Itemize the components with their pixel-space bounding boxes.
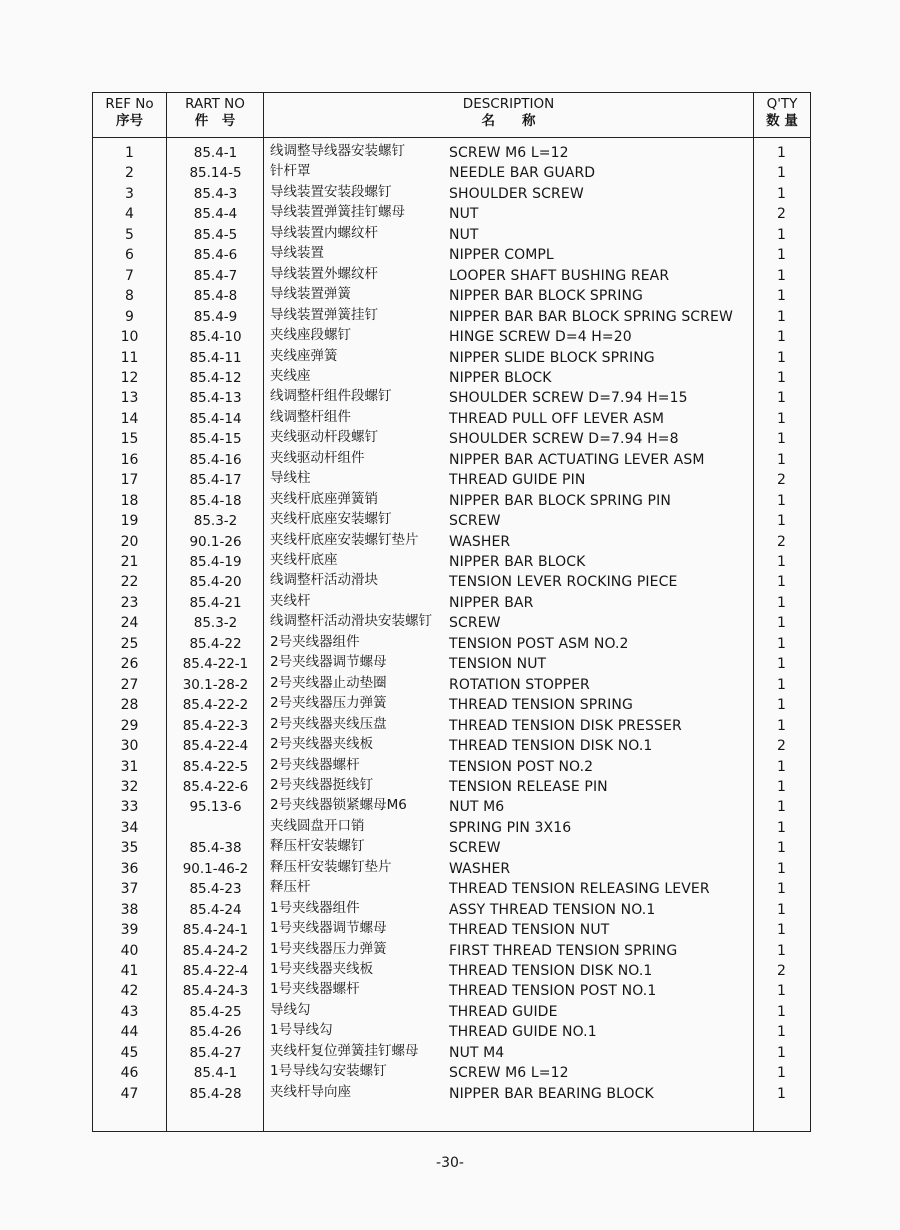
table-row [93,1043,810,1063]
part-no: 85.4-24-2 [182,942,249,959]
name-zh: 释压杆安装螺钉 [270,838,365,855]
part-no: 85.4-22 [189,635,242,652]
description-en: THREAD GUIDE NO.1 [449,1024,597,1041]
header-description [264,96,753,136]
part-no: 85.4-20 [189,574,242,591]
name-zh: 1号夹线器螺杆 [270,981,360,998]
table-row [93,225,810,245]
description-en: TENSION POST NO.2 [449,758,594,775]
ref-no: 40 [120,942,139,959]
description-en: SCREW [449,615,501,632]
quantity: 1 [777,288,786,305]
description-en: SHOULDER SCREW D=7.94 H=8 [449,431,679,448]
ref-no: 41 [120,963,139,979]
name-zh: 导线勾 [270,1001,311,1018]
quantity: 1 [777,349,786,366]
part-no: 85.4-24 [189,901,242,918]
ref-no: 20 [120,533,139,550]
name-zh: 导线装置外螺纹杆 [270,265,378,282]
table-row [93,450,810,470]
name-zh: 夹线驱动杆组件 [270,449,365,466]
ref-no: 2 [125,165,134,182]
description-en: THREAD GUIDE [449,1003,558,1020]
header-qty [754,96,810,136]
description-en: NUT [449,226,479,243]
ref-no: 23 [120,594,139,611]
table-row [93,675,810,695]
table-row [93,716,810,736]
quantity: 1 [777,390,786,407]
quantity: 1 [777,697,786,714]
description-en: THREAD TENSION NUT [449,922,610,939]
name-zh: 夹线杆底座安装螺钉垫片 [270,531,419,548]
quantity: 1 [777,267,786,284]
name-zh: 1号夹线器压力弹簧 [270,940,387,957]
ref-no: 46 [120,1065,139,1082]
description-en: THREAD TENSION DISK NO.1 [449,738,653,755]
table-row [93,818,810,838]
ref-no: 19 [120,513,139,530]
ref-no: 6 [125,247,134,264]
name-zh: 2号夹线器夹线板 [270,736,374,753]
description-en: SHOULDER SCREW D=7.94 H=15 [449,390,688,407]
page-number: -30- [436,1155,464,1171]
description-en: NIPPER BAR BLOCK [449,554,586,570]
header-part-no [167,96,263,136]
quantity: 1 [777,656,786,673]
name-zh: 导线装置弹簧挂钉 [270,306,378,323]
table-row [93,470,810,490]
quantity: 2 [777,963,786,979]
quantity: 1 [777,145,786,161]
table-row [93,797,810,817]
description-en: NIPPER BAR BAR BLOCK SPRING SCREW [449,308,733,325]
description-en: WASHER [449,533,511,550]
part-no: 85.4-4 [193,206,238,223]
ref-no: 5 [125,226,134,243]
description-en: NIPPER BAR BLOCK SPRING PIN [449,492,671,509]
quantity: 1 [777,1065,786,1082]
quantity: 1 [777,1003,786,1020]
header-part-zh: 件 号 [194,113,236,129]
description-en: SCREW M6 L=12 [449,1065,569,1082]
ref-no: 22 [120,574,139,591]
part-no: 85.4-14 [189,410,242,427]
quantity: 2 [777,738,786,755]
part-no: 85.4-1 [193,145,238,161]
table-row [93,654,810,674]
description-en: THREAD GUIDE PIN [449,472,586,489]
name-zh: 线调整杆组件 [270,408,351,425]
header-ref-en: REF No [105,96,154,112]
quantity: 1 [777,635,786,652]
ref-no: 18 [120,492,139,509]
description-en: TENSION RELEASE PIN [449,778,608,795]
table-row [93,245,810,265]
ref-no: 13 [120,390,139,407]
header-desc-zh: 名 称 [481,113,536,129]
quantity: 1 [777,758,786,775]
table-row [93,511,810,531]
description-en: TENSION POST ASM NO.2 [449,635,629,652]
name-zh: 1号夹线器调节螺母 [270,920,387,937]
description-en: NIPPER COMPL [449,247,554,264]
ref-no: 16 [120,451,139,468]
part-no: 85.4-24-1 [182,922,249,939]
quantity: 2 [777,533,786,550]
name-zh: 导线装置弹簧 [270,286,351,303]
part-no: 85.4-16 [189,451,242,468]
name-zh: 夹线座段螺钉 [270,327,351,344]
part-no: 85.4-9 [193,308,238,325]
description-en: NIPPER BAR BLOCK SPRING [449,288,644,305]
quantity: 1 [777,983,786,1000]
part-no: 85.4-10 [189,329,242,346]
table-row [93,1063,810,1083]
ref-no: 38 [120,901,139,918]
table-row [93,348,810,368]
name-zh: 2号夹线器调节螺母 [270,654,387,671]
table-row [93,429,810,449]
ref-no: 14 [120,410,139,427]
quantity: 1 [777,1024,786,1041]
description-en: TENSION LEVER ROCKING PIECE [449,574,678,591]
ref-no: 3 [125,185,134,202]
quantity: 1 [777,676,786,693]
name-zh: 导线装置内螺纹杆 [270,224,378,241]
description-en: NUT M4 [449,1044,505,1061]
quantity: 1 [777,922,786,939]
ref-no: 10 [120,329,139,346]
quantity: 1 [777,410,786,427]
quantity: 1 [777,778,786,795]
quantity: 1 [777,881,786,898]
ref-no: 34 [120,819,139,836]
part-no: 85.4-12 [189,369,242,386]
part-no: 85.4-27 [189,1044,242,1061]
table-row [93,695,810,715]
table-row [93,1022,810,1042]
part-no: 85.4-22-2 [182,697,249,714]
part-no: 90.1-26 [189,533,242,550]
quantity: 2 [777,206,786,223]
ref-no: 42 [120,983,139,1000]
table-row [93,266,810,286]
ref-no: 12 [120,369,139,386]
quantity: 1 [777,554,786,570]
ref-no: 7 [125,267,134,284]
name-zh: 线调整杆组件段螺钉 [270,388,392,405]
part-no: 85.4-24-3 [182,983,249,1000]
part-no: 85.4-21 [189,594,242,611]
description-en: SCREW M6 L=12 [449,145,569,161]
ref-no: 45 [120,1044,139,1061]
ref-no: 28 [120,697,139,714]
quantity: 1 [777,574,786,591]
table-row [93,307,810,327]
part-no: 85.4-25 [189,1003,242,1020]
ref-no: 35 [120,840,139,857]
table-row [93,184,810,204]
table-row [93,163,810,183]
name-zh: 导线装置安装段螺钉 [270,183,392,200]
table-row [93,204,810,224]
part-no: 85.14-5 [189,165,242,182]
ref-no: 43 [120,1003,139,1020]
quantity: 1 [777,840,786,857]
ref-no: 39 [120,922,139,939]
table-row [93,634,810,654]
name-zh: 2号夹线器止动垫圈 [270,674,387,691]
name-zh: 1号夹线器组件 [270,899,360,916]
ref-no: 27 [120,676,139,693]
ref-no: 33 [120,799,139,816]
ref-no: 30 [120,738,139,755]
header-part-en: RART NO [185,96,245,112]
description-en: SPRING PIN 3X16 [449,819,572,836]
name-zh: 夹线圆盘开口销 [270,817,365,834]
description-en: NUT [449,206,479,223]
description-en: THREAD PULL OFF LEVER ASM [449,410,665,427]
table-row [93,757,810,777]
quantity: 2 [777,472,786,489]
part-no: 85.4-8 [193,288,238,305]
name-zh: 夹线杆底座 [270,552,338,568]
ref-no: 47 [120,1085,139,1102]
part-no: 85.3-2 [193,615,238,632]
name-zh: 1号导线勾安装螺钉 [270,1063,387,1080]
name-zh: 线调整杆活动滑块 [270,572,378,589]
table-row [93,327,810,347]
name-zh: 夹线杆底座安装螺钉 [270,511,392,528]
description-en: SHOULDER SCREW [449,185,584,202]
table-row [93,879,810,899]
description-en: NEEDLE BAR GUARD [449,165,596,182]
part-no: 85.4-22-6 [182,778,249,795]
part-no: 85.4-22-3 [182,717,249,734]
ref-no: 29 [120,717,139,734]
name-zh: 针杆罩 [270,163,311,180]
description-en: THREAD TENSION POST NO.1 [449,983,657,1000]
name-zh: 夹线杆导向座 [270,1083,351,1100]
quantity: 1 [777,308,786,325]
name-zh: 导线装置 [270,245,324,262]
part-no: 90.1-46-2 [182,860,249,877]
part-no: 85.4-15 [189,431,242,448]
part-no: 95.13-6 [189,799,242,816]
ref-no: 15 [120,431,139,448]
description-en: TENSION NUT [449,656,547,673]
quantity: 1 [777,860,786,877]
ref-no: 24 [120,615,139,632]
header-divider [93,137,810,138]
name-zh: 线调整导线器安装螺钉 [270,143,405,159]
table-row [93,1084,810,1104]
part-no: 85.4-3 [193,185,238,202]
ref-no: 9 [125,308,134,325]
table-row [93,368,810,388]
description-en: ROTATION STOPPER [449,676,590,693]
quantity: 1 [777,185,786,202]
quantity: 1 [777,615,786,632]
ref-no: 26 [120,656,139,673]
part-no: 85.4-22-4 [182,963,249,979]
description-en: NIPPER BAR BEARING BLOCK [449,1085,654,1102]
table-row [93,900,810,920]
table-row [93,532,810,552]
name-zh: 导线装置弹簧挂钉螺母 [270,204,405,221]
part-no: 85.4-22-4 [182,738,249,755]
ref-no: 25 [120,635,139,652]
quantity: 1 [777,901,786,918]
description-en: ASSY THREAD TENSION NO.1 [449,901,656,918]
ref-no: 37 [120,881,139,898]
part-no: 85.4-13 [189,390,242,407]
table-row [93,613,810,633]
part-no: 85.4-22-1 [182,656,249,673]
name-zh: 释压杆 [270,879,311,896]
table-row [93,286,810,306]
name-zh: 2号夹线器组件 [270,633,360,650]
part-no: 30.1-28-2 [182,676,249,693]
part-no: 85.4-19 [189,554,242,570]
part-no: 85.4-22-5 [182,758,249,775]
quantity: 1 [777,1085,786,1102]
ref-no: 8 [125,288,134,305]
name-zh: 夹线杆复位弹簧挂钉螺母 [270,1042,419,1059]
description-en: SCREW [449,513,501,530]
ref-no: 1 [125,145,134,161]
ref-no: 36 [120,860,139,877]
table-row [93,1002,810,1022]
part-no: 85.4-26 [189,1024,242,1041]
quantity: 1 [777,513,786,530]
quantity: 1 [777,165,786,182]
part-no: 85.4-1 [193,1065,238,1082]
name-zh: 夹线座 [270,367,311,384]
table-row [93,491,810,511]
description-en: WASHER [449,860,511,877]
name-zh: 导线柱 [270,470,311,487]
description-en: FIRST THREAD TENSION SPRING [449,942,678,959]
table-row [93,961,810,981]
quantity: 1 [777,799,786,816]
name-zh: 2号夹线器夹线压盘 [270,715,387,732]
description-en: NUT M6 [449,799,505,816]
name-zh: 释压杆安装螺钉垫片 [270,858,392,875]
part-no: 85.4-17 [189,472,242,489]
name-zh: 夹线杆底座弹簧销 [270,490,378,507]
description-en: NIPPER SLIDE BLOCK SPRING [449,349,655,366]
description-en: HINGE SCREW D=4 H=20 [449,329,632,346]
table-row [93,388,810,408]
table-row [93,143,810,163]
table-row [93,981,810,1001]
ref-no: 21 [120,554,139,570]
quantity: 1 [777,819,786,836]
quantity: 1 [777,594,786,611]
part-no: 85.4-38 [189,840,242,857]
description-en: NIPPER BLOCK [449,369,552,386]
quantity: 1 [777,247,786,264]
ref-no: 44 [120,1024,139,1041]
part-no: 85.3-2 [193,513,238,530]
part-no: 85.4-11 [189,349,242,366]
part-no: 85.4-5 [193,226,238,243]
description-en: NIPPER BAR ACTUATING LEVER ASM [449,451,705,468]
quantity: 1 [777,226,786,243]
quantity: 1 [777,369,786,386]
table-row [93,736,810,756]
header-ref-zh: 序号 [116,113,143,129]
table-row [93,838,810,858]
name-zh: 线调整杆活动滑块安装螺钉 [270,613,432,630]
table-row [93,552,810,572]
header-qty-en: Q'TY [766,96,798,112]
part-no: 85.4-6 [193,247,238,264]
ref-no: 17 [120,472,139,489]
name-zh: 夹线座弹簧 [270,347,338,364]
name-zh: 2号夹线器压力弹簧 [270,695,387,712]
name-zh: 2号夹线器锁紧螺母M6 [270,797,407,814]
quantity: 1 [777,942,786,959]
quantity: 1 [777,1044,786,1061]
table-row [93,409,810,429]
description-en: SCREW [449,840,501,857]
ref-no: 4 [125,206,134,223]
ref-no: 11 [120,349,139,366]
ref-no: 32 [120,778,139,795]
header-desc-en: DESCRIPTION [462,96,555,112]
description-en: LOOPER SHAFT BUSHING REAR [449,267,670,284]
part-no: 85.4-7 [193,267,238,284]
ref-no: 31 [120,758,139,775]
table-row [93,859,810,879]
name-zh: 2号夹线器挺线钉 [270,776,374,793]
table-row [93,941,810,961]
quantity: 1 [777,451,786,468]
part-no: 85.4-23 [189,881,242,898]
name-zh: 1号导线勾 [270,1022,333,1039]
table-row [93,593,810,613]
name-zh: 2号夹线器螺杆 [270,756,360,773]
part-no: 85.4-18 [189,492,242,509]
quantity: 1 [777,431,786,448]
description-en: THREAD TENSION DISK NO.1 [449,963,653,979]
name-zh: 夹线驱动杆段螺钉 [270,429,378,446]
description-en: THREAD TENSION RELEASING LEVER [449,881,710,898]
quantity: 1 [777,717,786,734]
description-en: THREAD TENSION SPRING [449,697,633,714]
name-zh: 夹线杆 [270,592,311,609]
parts-list-table [92,92,811,1132]
description-en: THREAD TENSION DISK PRESSER [449,717,682,734]
table-row [93,920,810,940]
header-ref-no [93,96,166,136]
name-zh: 1号夹线器夹线板 [270,961,374,977]
table-row [93,572,810,592]
quantity: 1 [777,492,786,509]
table-row [93,777,810,797]
description-en: NIPPER BAR [449,594,534,611]
part-no: 85.4-28 [189,1085,242,1102]
quantity: 1 [777,329,786,346]
header-qty-zh: 数 量 [766,113,798,129]
